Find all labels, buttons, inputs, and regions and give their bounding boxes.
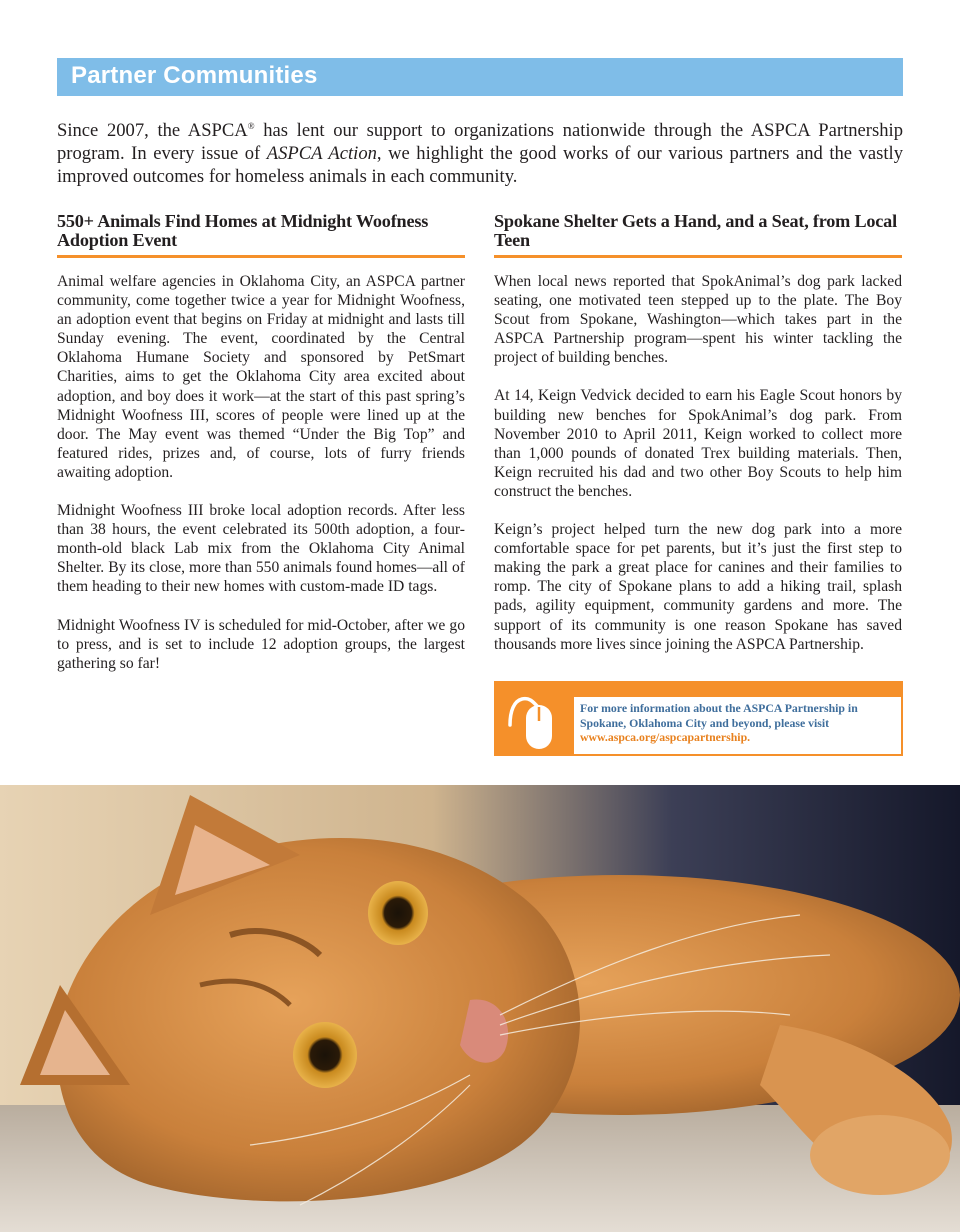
left-article-paragraph: Animal welfare agencies in Oklahoma City, an ASPCA partner community, come together twice a year for Midnight Woofness, an adoption event that begins on Friday at midnight and lasts till Sunday evening. The event, coordinated by the Central Oklahoma Humane Society and sponsored by PetSmart Charities, aims to get the Oklahoma City area excited about adoption, and boy does it work—at the start of this past spring’s Midnight Woofness III, scores of people were lined up at the door. The May event was themed “Under the Big Top” and featured rides, prizes and, of course, lots of furry friends awaiting adoption. — [57, 273, 465, 481]
intro-text-1: Since 2007, the ASPCA — [57, 120, 248, 141]
registered-mark: ® — [247, 121, 255, 131]
section-banner — [57, 58, 903, 96]
info-text-panel — [574, 697, 901, 754]
publication-name: ASPCA Action — [266, 143, 377, 164]
right-article-headline: Spokane Shelter Gets a Hand, and a Seat, from Local Teen — [494, 212, 902, 258]
left-article-paragraph: Midnight Woofness IV is scheduled for mid-October, after we go to press, and is set to include 12 adoption groups, the largest gathering so far! — [57, 616, 465, 672]
cat-photo — [0, 785, 960, 1232]
right-article-paragraph: When local news reported that SpokAnimal’s dog park lacked seating, one motivated teen stepped up to the plate. The Boy Scout from Spokane, Washington—which takes part in the ASPCA Partnership program—spent his winter tackling the project of building benches. — [494, 273, 902, 367]
info-text — [580, 701, 897, 745]
right-article — [494, 212, 902, 673]
left-article — [57, 212, 465, 692]
more-info-box — [494, 681, 903, 756]
intro-text-3: , we highlight the good works of our various partners and the vastly improved outcomes for homeless animals in each community. — [57, 143, 903, 187]
right-article-paragraph: At 14, Keign Vedvick decided to earn his Eagle Scout honors by building new benches for SpokAnimal’s dog park. From November 2010 to April 2011, Keign worked to collect more than 1,000 pounds of donated Trex building materials. Then, Keign recruited his dad and two other Boy Scouts to help him construct the benches. — [494, 387, 902, 500]
left-article-paragraph: Midnight Woofness III broke local adoption records. After less than 38 hours, the event celebrated its 500th adoption, a four-month-old black Lab mix from the Oklahoma City Animal Shelter. By its close, more than 550 animals found homes—all of them heading to their new homes with custom-made ID tags. — [57, 502, 465, 596]
section-title: Partner Communities — [71, 62, 318, 89]
right-article-paragraph: Keign’s project helped turn the new dog park into a more comfortable space for pet parents, but it’s just the first step to making the park a great place for canines and their families to romp. The city of Spokane plans to add a hiking trail, splash pads, agility equipment, community gardens and more. The support of its community is one reason Spokane has saved thousands more lives since joining the ASPCA Partnership. — [494, 521, 902, 653]
intro-paragraph — [57, 119, 903, 188]
intro-text-2: has lent our support to organizations nationwide through the ASPCA Partnership program. In every issue of — [57, 120, 903, 164]
computer-mouse-icon — [502, 689, 558, 751]
left-article-headline: 550+ Animals Find Homes at Midnight Woofness Adoption Event — [57, 212, 465, 258]
info-message: For more information about the ASPCA Partnership in Spokane, Oklahoma City and beyond, please visit — [580, 701, 858, 730]
partnership-link[interactable]: www.aspca.org/aspcapartnership. — [580, 730, 751, 744]
